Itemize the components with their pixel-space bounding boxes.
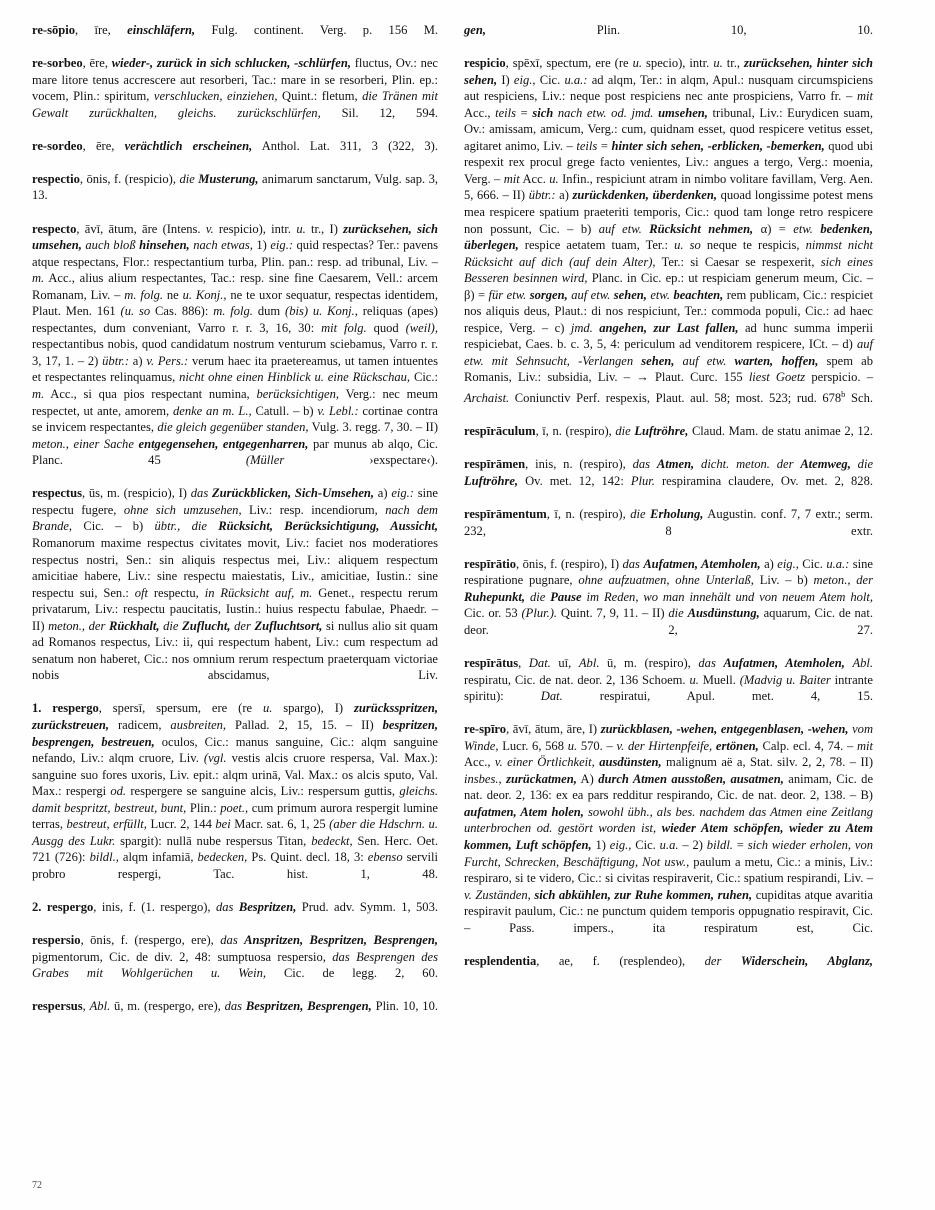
dictionary-entry: respectio, ōnis, f. (respicio), die Musterung, animarum sanctarum, Vulg. sap. 3, 13. (32, 171, 438, 203)
page-columns (32, 22, 902, 1157)
dictionary-entry: gen, Plin. 10, 10. (464, 23, 873, 37)
right-column (464, 22, 873, 986)
dictionary-entry: respīrāmentum, ī, n. (respiro), die Erholung, Augustin. conf. 7, 7 extr.; serm. 232, 8 extr. (464, 507, 874, 538)
dictionary-entry: respīrāculum, ī, n. (respiro), die Luftröhre, Claud. Mam. de statu animae 2, 12. (464, 424, 874, 439)
dictionary-entry: respersio, ōnis, f. (respergo, ere), das Anspritzen, Bespritzen, Besprengen, pigmentorum, Cic. de div. 2, 48: sumptuosa respersio, das Besprengen des Grabes mit Wohlgerüchen u. Wein, Cic. de legg. 2, 60. (32, 933, 438, 981)
dictionary-entry: respīrāmen, inis, n. (respiro), das Atmen, dicht. meton. der Atemweg, die Luftröhre, Ov. met. 12, 142: Plur. respiramina claudere, Ov. met. 2, 828. (464, 457, 874, 488)
dictionary-entry: respicio, spēxī, spectum, ere (re u. specio), intr. u. tr., zurücksehen, hinter sich sehen, I) eig., Cic. u.a.: ad alqm, Ter.: in alqm, Apul.: nusquam circumspiciens aut respiciens, Liv.: neque post respiciens nec ante prospiciens, Varro fr. – mit Acc., teils = sich nach etw. od. jmd. umsehen, tribunal, Liv.: Eurydicen suam, Ov.: amissam, amicum, Verg.: cum, quidnam esset, quod respicere vetitus esset, agitaret animo, Liv. – teils = hinter sich sehen, -erblicken, -bemerken, quod ubi respexit rex procul grege facto venientes, Liv.: angues a tergo, Verg.: moenia, Verg. – mit Acc. u. Infin., respiciunt atram in nimbo volitare favillam, Verg. Aen. 5, 666. – II) übtr.: a) zurückdenken, überdenken, quoad longissime potest mens mea respicere spatium praeteriti temporis, Cic.: quod tam longe retro respicere non possunt, Cic. – b) auf etw. Rücksicht nehmen, α) = etw. bedenken, überlegen, respice aetatem tuam, Ter.: u. so neque te respicis, nimmst nicht Rücksicht auf dich (auf dein Alter), Ter.: si Caesar se respexerit, sich eines Besseren besinnen wird, Planc. in Cic. ep.: ut respiciam generum meum, Cic. – β) = für etw. sorgen, auf etw. sehen, etw. beachten, rem publicam, Cic.: respiciet nos aliquis deus, Plaut.: di nos respiciunt, Ter.: commoda populi, Cic.: ad haec respice, Verg. – c) jmd. angehen, zur Last fallen, ad hunc summa imperii respiciebat, Caes. b. c. 3, 5, 4: periculum ad venditorem respicere, ICt. – d) auf etw. mit Sehnsucht, -Verlangen sehen, auf etw. warten, hoffen, spem ab Romanis, Liv.: subsidia, Liv. – → Plaut. Curc. 155 liest Goetz perspicio. – Archaist. Coniunctiv Perf. respexis, Plaut. aul. 58; most. 523; rud. 678$^b$ Sch. (464, 56, 874, 406)
left-column (32, 22, 438, 1031)
page-number: 72 (32, 1180, 42, 1191)
dictionary-entry: respersus, Abl. ū, m. (respergo, ere), das Bespritzen, Besprengen, Plin. 10, 10. (32, 999, 438, 1014)
dictionary-entry: respectus, ūs, m. (respicio), I) das Zurückblicken, Sich-Umsehen, a) eig.: sine respectu fugere, ohne sich umzusehen, Liv.: resp. incendiorum, nach dem Brande, Cic. – b) übtr., die Rücksicht, Berücksichtigung, Aussicht, Romanorum maxime respectus civitates movit, Liv.: faciet nos moderatiores respectus nostri, Sen.: sin aliquis respectus mei, Liv.: aliquem respectum amicitiae habere, Liv.: sine respectu maiestatis, Liv., amicitiae, Iustin.: sine respectu sui, Sen.: oft respectu, in Rücksicht auf, m. Genet., respectu rerum privatarum, Liv.: respectu paucitatis, Iustin.: huius respectu fabulae, Phaedr. – II) meton., der Rückhalt, die Zuflucht, der Zufluchtsort, si nullus alio sit quam ad Romanos respectus, Liv.: ii, qui respectum habent, Liv.: cum respectum ad senatum non haberet, Cic.: nos omnium rerum respectum praeterquam victoriae nobis abscidamus, Liv. (32, 486, 439, 683)
dictionary-entry: resplendentia, ae, f. (resplendeo), der Widerschein, Abglanz, (464, 953, 873, 968)
dictionary-entry: 1. respergo, spersī, spersum, ere (re u. spargo), I) zurücksspritzen, zurückstreuen, radicem, ausbreiten, Pallad. 2, 15, 15. – II) bespritzen, besprengen, bestreuen, oculos, Cic.: manus sanguine, Cic.: alqm sanguine nefando, Liv.: alqm cruore, Liv. (vgl. vestis alcis cruore respersa, Val. Max.): sanguine suo fores uxoris, Liv. epit.: alqm urinā, Val. Max.: os alcis sputo, Val. Max.: respergi od. respergere se sanguine alcis, Liv.: respersum guttis, gleichs. damit bespritzt, bestreut, bunt, Plin.: poet., cum primum aurora respergit lumine terras, bestreut, erfüllt, Lucr. 2, 144 bei Macr. sat. 6, 1, 25 (aber die Hdschrn. u. Ausgg des Lukr. spargit): nullā nube respersus Titan, bedeckt, Sen. Herc. Oet. 721 (726): bildl., alqm infamiā, bedecken, Ps. Quint. decl. 18, 3: ebenso servili probro respergi, Tac. hist. 1, 48. (32, 701, 439, 881)
dictionary-entry: respīrātio, ōnis, f. (respiro), I) das Aufatmen, Atemholen, a) eig., Cic. u.a.: sine respiratione pugnare, ohne aufzuatmen, ohne Unterlaß, Liv. – b) meton., der Ruhepunkt, die Pause im Reden, wo man innehält und von neuem Atem holt, Cic. or. 53 (Plur.). Quint. 7, 9, 11. – II) die Ausdünstung, aquarum, Cic. de nat. deor. 2, 27. (464, 556, 874, 637)
dictionary-entry: re-sordeo, ēre, verächtlich erscheinen, Anthol. Lat. 311, 3 (322, 3). (32, 138, 438, 153)
dictionary-entry: re-spīro, āvī, ātum, āre, I) zurückblasen, -wehen, entgegenblasen, -wehen, vom Winde, Lucr. 6, 568 u. 570. – v. der Hirtenpfeife, ertönen, Calp. ecl. 4, 74. – mit Acc., v. einer Örtlichkeit, ausdünsten, malignum aë a, Stat. silv. 2, 2, 78. – II) insbes., zurückatmen, A) durch Atmen ausstoßen, ausatmen, animam, Cic. de nat. deor. 2, 136: ex ea pars redditur respirando, Cic. de nat. deor. 2, 138. – B) aufatmen, Atem holen, sowohl übh., als bes. nachdem das Atmen eine Zeitlang unterbrochen od. gestört worden ist, wieder Atem schöpfen, wieder zu Atem kommen, Luft schöpfen, 1) eig., Cic. u.a. – 2) bildl. = sich wieder erholen, von Furcht, Schrecken, Beschäftigung, Not usw., paulum a metu, Cic.: a minis, Liv.: respiraro, si te videro, Cic.: si civitas respiraverit, Cic.: spatium respirandi, Liv. – v. Zuständen, sich abkühlen, zur Ruhe kommen, ruhen, cupiditas atque avaritia respiravit paulum, Cic.: ne punctum quidem temporis oppugnatio respiravit, Cic. – Pass. impers., ita respiratum est, Cic. (464, 722, 874, 935)
dictionary-entry: respecto, āvī, ātum, āre (Intens. v. respicio), intr. u. tr., I) zurücksehen, sich umsehen, auch bloß hinsehen, nach etwas, 1) eig.: quid respectas? Ter.: pavens atque respectans, Flor.: respectantium turba, Plin. pan.: resp. ad tribunal, Liv. – m. Acc., alius alium respectantes, Tac.: resp. sine fine Caesarem, Vell.: arcem Romanam, Liv. – m. folg. ne u. Konj., ne te uxor sequatur, respectas identidem, Plaut. Men. 161 (u. so Cas. 886): m. folg. dum (bis) u. Konj., reliquas (apes) respectantes, dum conveniant, Varro r. r. 3, 16, 30: mit folg. quod (weil), respectantibus nobis, quod candidatum nostrum venturum sciebamus, Varro r. r. 3, 17, 1. – 2) übtr.: a) v. Pers.: verum haec ita praetereamus, ut tamen intuentes et respectantes relinquamus, nicht ohne einen Hinblick u. eine Rückschau, Cic.: m. Acc., si qua pios respectant numina, berücksichtigen, Verg.: nec meum respectet, ut ante, amorem, denke an m. L., Catull. – b) v. Lebl.: cortinae contra se invicem respectantes, die gleich gegenüber standen, Vulg. 3. regg. 7, 30. – II) meton., einer Sache entgegensehen, entgegenharren, par munus ab alqo, Cic. Planc. 45 (Müller ›exspectare‹). (32, 221, 439, 468)
dictionary-entry: respīrātus, Dat. uī, Abl. ū, m. (respiro), das Aufatmen, Atemholen, Abl. respiratu, Cic. de nat. deor. 2, 136 Schoem. u. Muell. (Madvig u. Baiter intrante spiritu): Dat. respiratui, Apul. met. 4, 15. (464, 655, 874, 704)
dictionary-entry: 2. respergo, inis, f. (1. respergo), das Bespritzen, Prud. adv. Symm. 1, 503. (32, 899, 438, 914)
dictionary-entry: re-sorbeo, ēre, wieder-, zurück in sich schlucken, -schlürfen, fluctus, Ov.: nec mare litore tenus accrescere aut resorberi, Tac.: mare in se resorberi, Plin. ep.: vocem, Plin.: spiritum, verschlucken, einziehen, Quint.: fletum, die Tränen mit Gewalt zurückhalten, gleichs. zurückschlürfen, Sil. 12, 594. (32, 56, 439, 120)
dictionary-entry: re-sōpio, īre, einschläfern, Fulg. continent. Verg. p. 156 M. (32, 23, 438, 37)
